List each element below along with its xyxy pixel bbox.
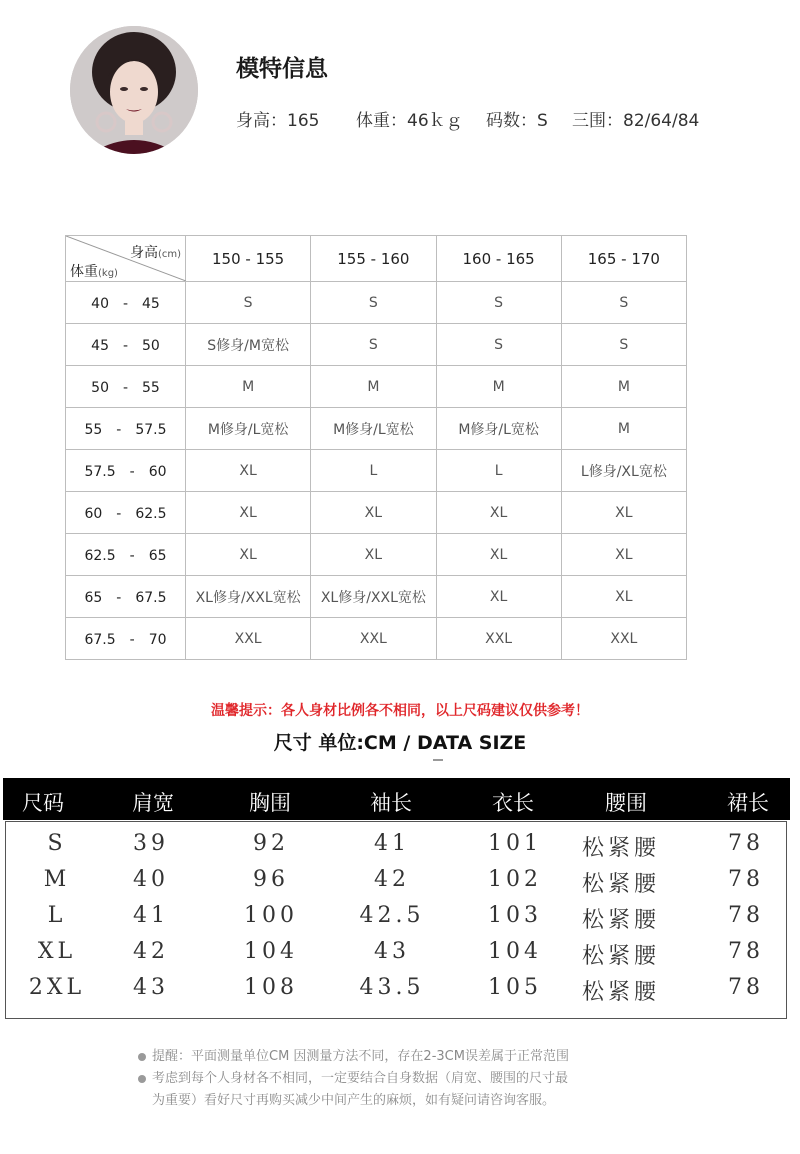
size-header-skirt: 裙长 xyxy=(727,791,769,815)
fit-table-row xyxy=(66,282,687,324)
size-cell: XXL xyxy=(186,618,311,660)
size-cell: XL xyxy=(436,492,561,534)
height-column-header: 160 - 165 xyxy=(436,236,561,282)
size-cell: XL xyxy=(436,534,561,576)
length-value: 101 xyxy=(488,831,542,856)
shoulder-value: 40 xyxy=(133,867,169,892)
fit-table-row xyxy=(66,492,687,534)
size-cell: M修身/L宽松 xyxy=(186,408,311,450)
sleeve-value: 43 xyxy=(374,939,410,964)
size-label: M xyxy=(43,867,71,892)
bullet-icon xyxy=(138,1053,146,1061)
size-cell: M修身/L宽松 xyxy=(436,408,561,450)
length-value: 104 xyxy=(488,939,542,964)
weight-range: 65 - 67.5 xyxy=(66,576,186,618)
bullet-icon xyxy=(138,1075,146,1083)
note-item xyxy=(138,1046,569,1068)
size-chart-body xyxy=(5,821,787,1019)
model-avatar xyxy=(70,26,198,154)
fit-table-row xyxy=(66,324,687,366)
waist-value: 松紧腰 xyxy=(581,872,660,897)
size-cell: S xyxy=(436,324,561,366)
size-row xyxy=(6,975,786,1011)
length-value: 102 xyxy=(488,867,542,892)
size-cell: M xyxy=(311,366,436,408)
corner-weight-label: 体重 xyxy=(70,264,98,280)
size-cell: XXL xyxy=(436,618,561,660)
size-cell: L xyxy=(311,450,436,492)
model-height: 身高：165 xyxy=(236,111,320,131)
size-header-waist: 腰围 xyxy=(605,791,647,815)
fit-table-header-row xyxy=(66,236,687,282)
model-info xyxy=(0,0,800,200)
size-cell: M xyxy=(186,366,311,408)
fit-recommendation-table xyxy=(65,235,687,660)
shoulder-value: 41 xyxy=(133,903,169,928)
note-item xyxy=(138,1090,569,1112)
note-text: 为重要）看好尺寸再购买减少中间产生的麻烦，如有疑问请咨询客服。 xyxy=(152,1093,556,1108)
size-cell: XL xyxy=(311,492,436,534)
size-cell: XL xyxy=(561,576,686,618)
weight-range: 50 - 55 xyxy=(66,366,186,408)
fit-table-row xyxy=(66,408,687,450)
size-cell: S xyxy=(436,282,561,324)
fit-table-row xyxy=(66,618,687,660)
weight-range: 57.5 - 60 xyxy=(66,450,186,492)
size-header-shoulder: 肩宽 xyxy=(132,791,174,815)
size-label: L xyxy=(47,903,67,928)
height-column-header: 150 - 155 xyxy=(186,236,311,282)
size-chart-heading: 尺寸 单位:CM / DATA SIZE xyxy=(273,732,527,754)
size-tip: 温馨提示：各人身材比例各不相同，以上尺码建议仅供参考！ xyxy=(211,703,589,719)
size-cell: XXL xyxy=(311,618,436,660)
shoulder-value: 42 xyxy=(133,939,169,964)
sleeve-value: 43.5 xyxy=(359,975,425,1000)
size-cell: XXL xyxy=(561,618,686,660)
length-value: 103 xyxy=(488,903,542,928)
size-cell: XL xyxy=(311,534,436,576)
size-cell: M xyxy=(561,408,686,450)
length-value: 105 xyxy=(488,975,542,1000)
size-row xyxy=(6,939,786,975)
model-info-title: 模特信息 xyxy=(236,56,328,82)
sleeve-value: 42 xyxy=(374,867,410,892)
bust-value: 104 xyxy=(244,939,298,964)
weight-range: 55 - 57.5 xyxy=(66,408,186,450)
waist-value: 松紧腰 xyxy=(581,980,660,1005)
skirt-value: 78 xyxy=(728,867,764,892)
size-cell: S xyxy=(561,324,686,366)
fit-table-row xyxy=(66,450,687,492)
size-cell: XL修身/XXL宽松 xyxy=(186,576,311,618)
bust-value: 100 xyxy=(244,903,298,928)
size-cell: M xyxy=(436,366,561,408)
size-cell: S xyxy=(311,324,436,366)
weight-range: 67.5 - 70 xyxy=(66,618,186,660)
fit-table-row xyxy=(66,576,687,618)
size-cell: XL xyxy=(436,576,561,618)
note-item xyxy=(138,1068,569,1090)
weight-range: 60 - 62.5 xyxy=(66,492,186,534)
size-cell: L xyxy=(436,450,561,492)
corner-weight-unit: (kg) xyxy=(98,268,118,279)
shoulder-value: 43 xyxy=(133,975,169,1000)
size-cell: S xyxy=(561,282,686,324)
sleeve-value: 42.5 xyxy=(359,903,425,928)
size-cell: L修身/XL宽松 xyxy=(561,450,686,492)
weight-range: 45 - 50 xyxy=(66,324,186,366)
size-cell: XL xyxy=(561,534,686,576)
waist-value: 松紧腰 xyxy=(581,944,660,969)
bust-value: 108 xyxy=(244,975,298,1000)
waist-value: 松紧腰 xyxy=(581,836,660,861)
size-cell: XL xyxy=(561,492,686,534)
fit-table-row xyxy=(66,366,687,408)
size-cell: S xyxy=(186,282,311,324)
model-size: 码数：S xyxy=(486,111,548,131)
size-row xyxy=(6,831,786,867)
size-header-size: 尺码 xyxy=(22,791,64,815)
note-text: 提醒：平面测量单位CM 因测量方法不同，存在2-3CM误差属于正常范围 xyxy=(152,1049,569,1064)
size-chart-header xyxy=(3,778,790,820)
skirt-value: 78 xyxy=(728,831,764,856)
size-header-length: 衣长 xyxy=(492,791,534,815)
size-header-bust: 胸围 xyxy=(249,791,291,815)
note-text: 考虑到每个人身材各不相同，一定要结合自身数据（肩宽、腰围的尺寸最 xyxy=(152,1071,569,1086)
size-cell: XL xyxy=(186,534,311,576)
model-weight: 体重：46ｋｇ xyxy=(356,111,463,131)
size-row xyxy=(6,903,786,939)
size-cell: M修身/L宽松 xyxy=(311,408,436,450)
fit-table-row xyxy=(66,534,687,576)
waist-value: 松紧腰 xyxy=(581,908,660,933)
shoulder-value: 39 xyxy=(133,831,169,856)
weight-range: 40 - 45 xyxy=(66,282,186,324)
size-label: 2XL xyxy=(28,975,86,1000)
bust-value: 92 xyxy=(253,831,289,856)
size-header-sleeve: 袖长 xyxy=(370,791,412,815)
skirt-value: 78 xyxy=(728,903,764,928)
skirt-value: 78 xyxy=(728,975,764,1000)
size-cell: S xyxy=(311,282,436,324)
size-cell: M xyxy=(561,366,686,408)
size-cell: XL xyxy=(186,492,311,534)
size-cell: XL修身/XXL宽松 xyxy=(311,576,436,618)
heading-divider xyxy=(433,759,443,761)
height-column-header: 165 - 170 xyxy=(561,236,686,282)
model-measurements: 三围：82/64/84 xyxy=(572,111,700,131)
size-label: S xyxy=(47,831,67,856)
corner-height-label: 身高 xyxy=(129,245,158,261)
size-label: XL xyxy=(37,939,77,964)
size-row xyxy=(6,867,786,903)
size-cell: XL xyxy=(186,450,311,492)
height-column-header: 155 - 160 xyxy=(311,236,436,282)
size-cell: S修身/M宽松 xyxy=(186,324,311,366)
measurement-notes xyxy=(138,1046,569,1112)
bust-value: 96 xyxy=(253,867,289,892)
sleeve-value: 41 xyxy=(374,831,410,856)
corner-height-unit: (cm) xyxy=(157,249,181,260)
fit-table-corner xyxy=(66,236,186,282)
skirt-value: 78 xyxy=(728,939,764,964)
weight-range: 62.5 - 65 xyxy=(66,534,186,576)
